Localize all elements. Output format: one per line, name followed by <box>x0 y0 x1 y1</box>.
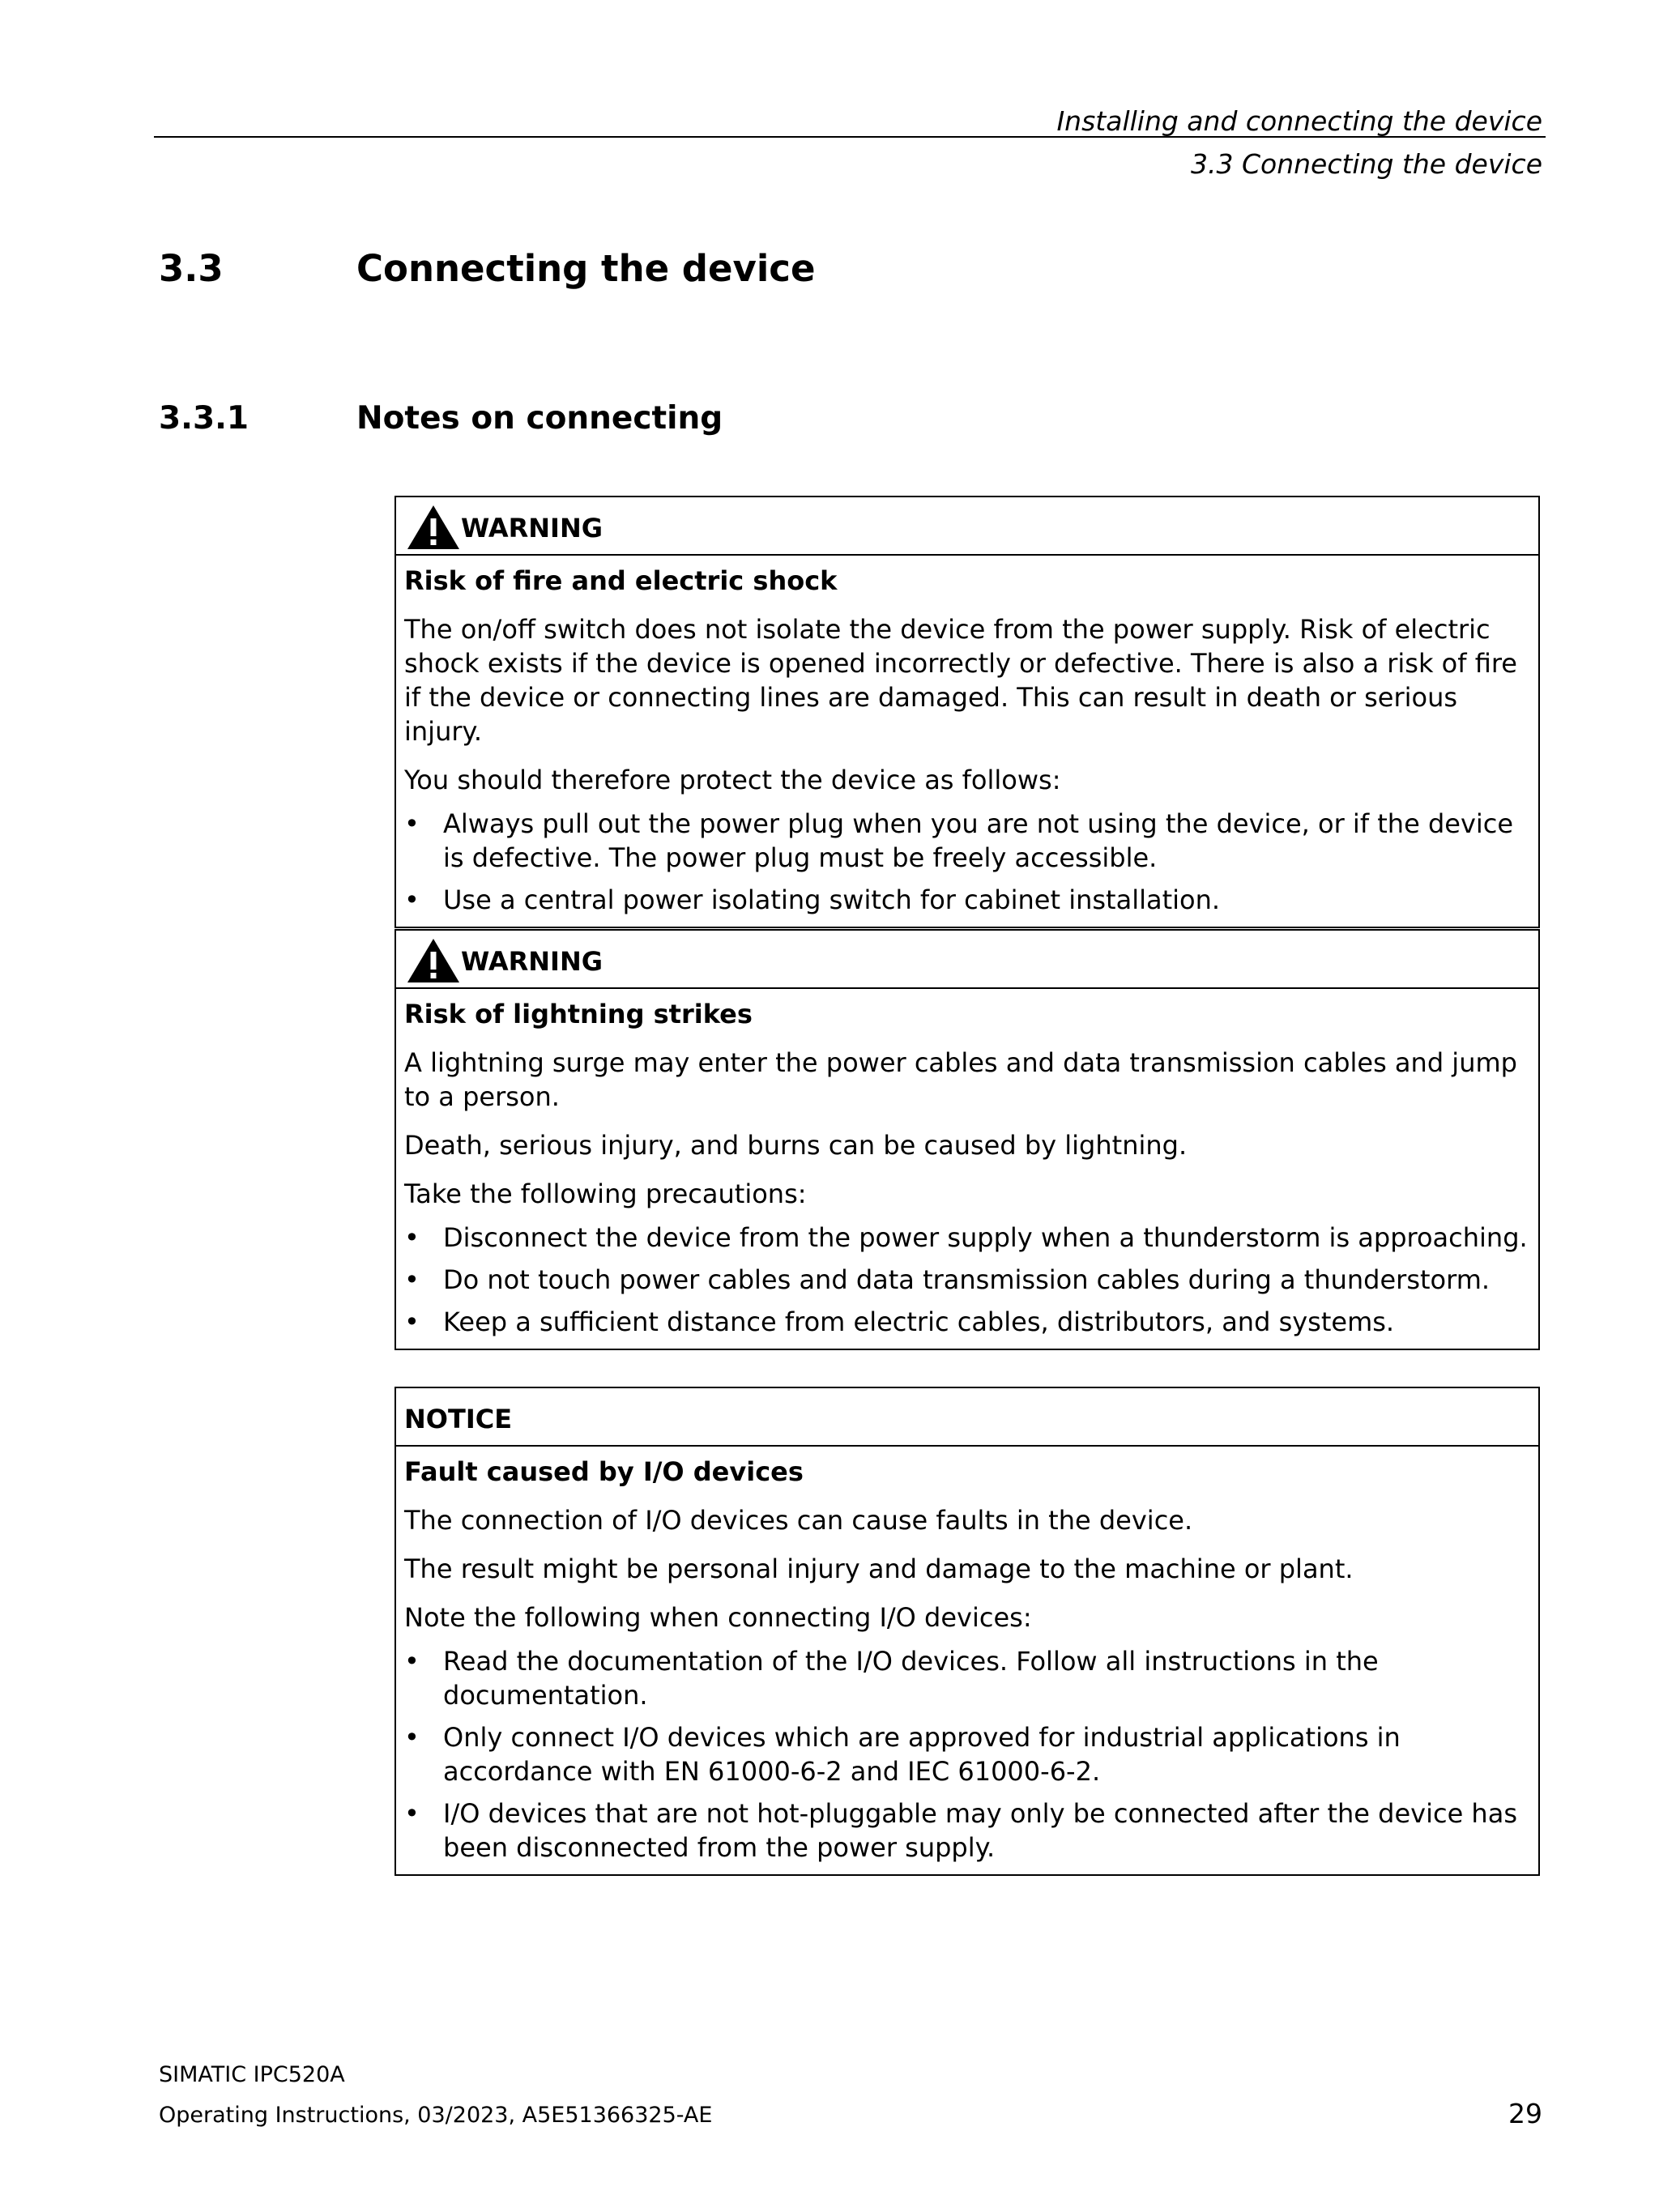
list-item-text: Do not touch power cables and data transmission cables during a thunderstorm. <box>443 1264 1491 1295</box>
box-paragraph: The connection of I/O devices can cause faults in the device. <box>404 1505 1193 1536</box>
list-item-text: Read the documentation of the I/O devices. Follow all instructions in the documentation. <box>443 1646 1379 1711</box>
subsection-number: 3.3.1 <box>159 400 249 437</box>
bullet-glyph: • <box>404 1222 420 1253</box>
box-title: Risk of lightning strikes <box>404 999 753 1029</box>
box-bullet-list <box>404 1221 1530 1339</box>
box-paragraph: A lightning surge may enter the power cables and data transmission cables and jump to a person. <box>404 1047 1517 1112</box>
list-item <box>404 1720 1530 1788</box>
list-item <box>404 807 1530 875</box>
notice-box-io-devices <box>394 1387 1540 1876</box>
signal-word: NOTICE <box>404 1404 513 1434</box>
box-body <box>396 989 1538 1349</box>
running-header-chapter: Installing and connecting the device <box>1056 105 1542 137</box>
list-item-text: Use a central power isolating switch for cabinet installation. <box>443 884 1221 915</box>
bullet-glyph: • <box>404 808 420 839</box>
list-item-text: Keep a sufficient distance from electric cables, distributors, and systems. <box>443 1306 1395 1337</box>
bullet-glyph: • <box>404 1306 420 1337</box>
box-paragraph: Death, serious injury, and burns can be caused by lightning. <box>404 1130 1188 1161</box>
box-body <box>396 1447 1538 1874</box>
list-item <box>404 1796 1530 1865</box>
list-item-text: Always pull out the power plug when you are not using the device, or if the device is defective. The power plug must be freely accessible. <box>443 808 1514 873</box>
bullet-glyph: • <box>404 1798 420 1829</box>
bullet-glyph: • <box>404 884 420 915</box>
section-title: Connecting the device <box>356 247 816 290</box>
box-body <box>396 556 1538 927</box>
signal-word: WARNING <box>461 513 603 543</box>
box-title: Fault caused by I/O devices <box>404 1456 804 1487</box>
box-title: Risk of fire and electric shock <box>404 565 838 596</box>
box-paragraph: Take the following precautions: <box>404 1178 807 1209</box>
bullet-glyph: • <box>404 1722 420 1753</box>
box-paragraph: The result might be personal injury and damage to the machine or plant. <box>404 1554 1354 1584</box>
box-header <box>396 1388 1538 1447</box>
bullet-glyph: • <box>404 1264 420 1295</box>
list-item-text: Disconnect the device from the power supply when a thunderstorm is approaching. <box>443 1222 1528 1253</box>
footer-product: SIMATIC IPC520A <box>159 2062 345 2087</box>
section-number: 3.3 <box>159 247 224 290</box>
list-item <box>404 1263 1530 1297</box>
running-header <box>1056 100 1542 185</box>
box-header <box>396 497 1538 556</box>
warning-box-lightning <box>394 929 1540 1350</box>
list-item <box>404 1221 1530 1255</box>
running-header-section: 3.3 Connecting the device <box>1191 148 1542 180</box>
list-item-text: Only connect I/O devices which are approved for industrial applications in accordance with EN 61000-6-2 and IEC 61000-6-2. <box>443 1722 1401 1787</box>
subsection-title: Notes on connecting <box>356 400 723 437</box>
list-item-text: I/O devices that are not hot-pluggable may only be connected after the device has been disconnected from the power supply. <box>443 1798 1517 1863</box>
warning-triangle-icon <box>406 504 461 551</box>
signal-word: WARNING <box>461 946 603 977</box>
box-paragraph: Note the following when connecting I/O devices: <box>404 1602 1032 1633</box>
box-bullet-list <box>404 807 1530 917</box>
header-rule <box>154 136 1546 138</box>
list-item <box>404 1305 1530 1339</box>
box-paragraph: The on/off switch does not isolate the device from the power supply. Risk of electric shock exists if the device is opened incorrectly or defective. There is also a risk of fire if the device or connecting lines are damaged. This can result in death or serious injury. <box>404 614 1517 747</box>
box-bullet-list <box>404 1644 1530 1865</box>
list-item <box>404 883 1530 917</box>
page-number: 29 <box>1508 2098 1542 2129</box>
footer-doc-info: Operating Instructions, 03/2023, A5E51366325-AE <box>159 2103 713 2128</box>
warning-triangle-icon <box>406 937 461 984</box>
bullet-glyph: • <box>404 1646 420 1677</box>
warning-box-fire-shock <box>394 496 1540 928</box>
list-item <box>404 1644 1530 1712</box>
box-header <box>396 931 1538 989</box>
box-paragraph: You should therefore protect the device as follows: <box>404 765 1061 795</box>
